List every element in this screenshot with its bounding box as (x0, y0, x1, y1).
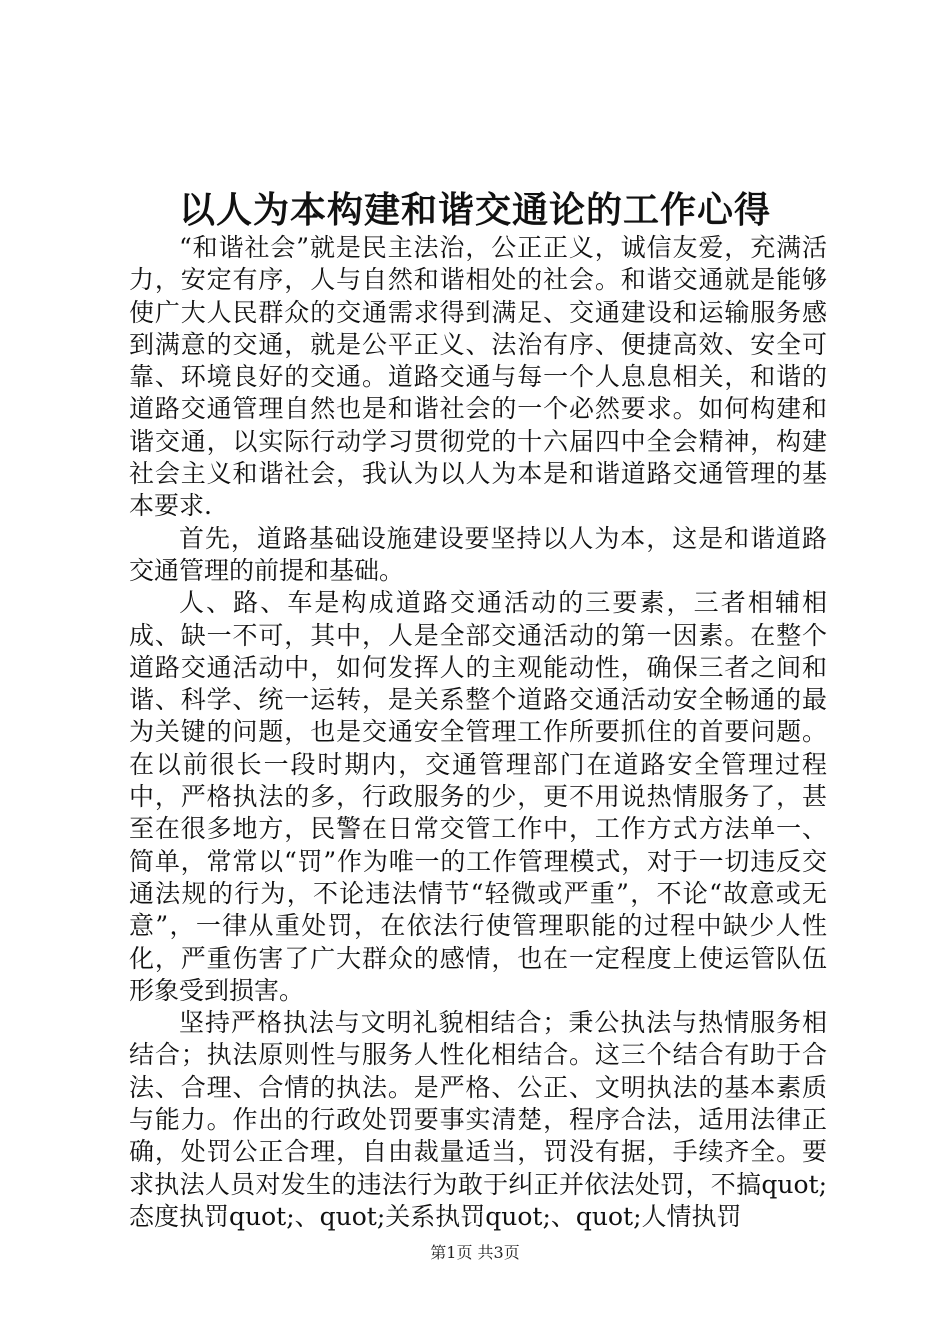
paragraph-2: 首先，道路基础设施建设要坚持以人为本，这是和谐道路交通管理的前提和基础。 (129, 523, 827, 585)
paragraph-1: “和谐社会”就是民主法治，公正正义，诚信友爱，充满活力，安定有序，人与自然和谐相处的社会。和谐交通就是能够使广大人民群众的交通需求得到满足、交通建设和运输服务感到满意的交通，就是公平正义、法治有序、便捷高效、安全可靠、环境良好的交通。道路交通与每一个人息息相关，和谐的道路交通管理自然也是和谐社会的一个必然要求。如何构建和谐交通，以实际行动学习贯彻党的十六届四中全会精神，构建社会主义和谐社会，我认为以人为本是和谐道路交通管理的基本要求. (129, 233, 827, 521)
document-title: 以人为本构建和谐交通论的工作心得 (178, 189, 771, 231)
paragraph-3: 人、路、车是构成道路交通活动的三要素，三者相辅相成、缺一不可，其中，人是全部交通活动的第一因素。在整个道路交通活动中，如何发挥人的主观能动性，确保三者之间和谐、科学、统一运转，是关系整个道路交通活动安全畅通的最为关键的问题，也是交通安全管理工作所要抓住的首要问题。在以前很长一段时期内，交通管理部门在道路安全管理过程中，严格执法的多，行政服务的少，更不用说热情服务了，甚至在很多地方，民警在日常交管工作中，工作方式方法单一、简单，常常以“罚”作为唯一的工作管理模式，对于一切违反交通法规的行为，不论违法情节“轻微或严重”，不论“故意或无意”，一律从重处罚，在依法行使管理职能的过程中缺少人性化，严重伤害了广大群众的感情，也在一定程度上使运管队伍形象受到损害。 (129, 588, 827, 1005)
document-body (129, 232, 827, 1233)
paragraph-4: 坚持严格执法与文明礼貌相结合；秉公执法与热情服务相结合；执法原则性与服务人性化相结合。这三个结合有助于合法、合理、合情的执法。是严格、公正、文明执法的基本素质与能力。作出的行政处罚要事实清楚，程序合法，适用法律正确，处罚公正合理，自由裁量适当，罚没有据，手续齐全。要求执法人员对发生的违法行为敢于纠正并依法处罚，不搞quot;态度执罚quot;、quot;关系执罚quot;、quot;人情执罚 (129, 1008, 827, 1231)
page-number-footer: 第1页 共3页 (430, 1243, 520, 1262)
